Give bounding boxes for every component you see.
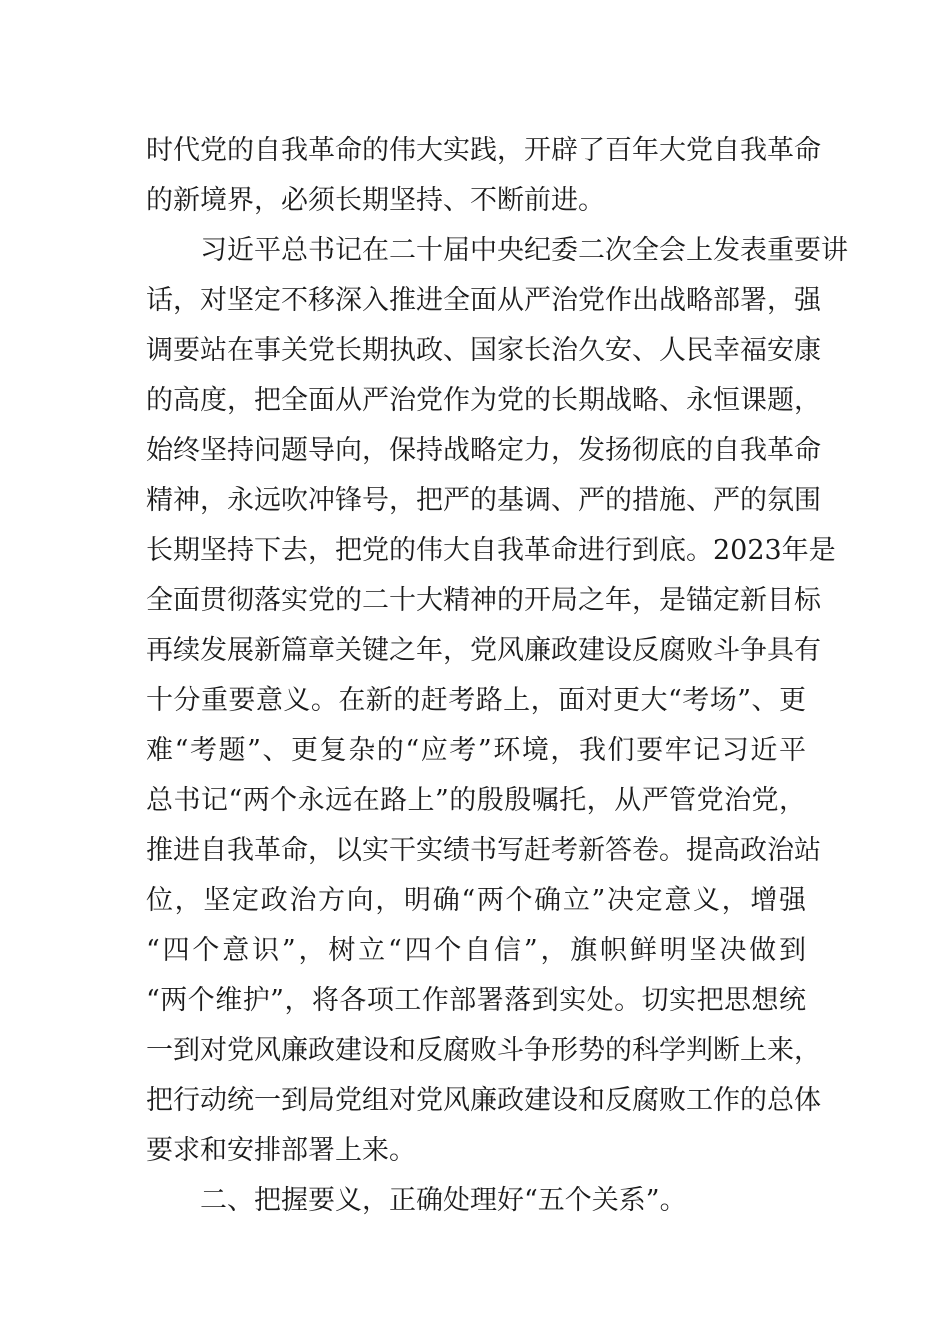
paragraph-line: 全面贯彻落实党的二十大精神的开局之年，是锚定新目标 [146, 585, 821, 616]
section-heading: 二、把握要义，正确处理好“五个关系”。 [146, 1185, 687, 1216]
paragraph-line: 话，对坚定不移深入推进全面从严治党作出战略部署，强 [146, 285, 821, 316]
paragraph-line: 长期坚持下去，把党的伟大自我革命进行到底。2023年是 [146, 535, 836, 566]
paragraph-line: 一到对党风廉政建设和反腐败斗争形势的科学判断上来， [146, 1035, 821, 1066]
paragraph-line: 把行动统一到局党组对党风廉政建设和反腐败工作的总体 [146, 1085, 821, 1116]
paragraph-line: 习近平总书记在二十届中央纪委二次全会上发表重要讲 [146, 235, 848, 266]
paragraph-line: 始终坚持问题导向，保持战略定力，发扬彻底的自我革命 [146, 435, 821, 466]
paragraph-line: 推进自我革命，以实干实绩书写赶考新答卷。提高政治站 [146, 835, 821, 866]
paragraph-line: 位，坚定政治方向，明确“两个确立”决定意义，增强 [146, 885, 806, 916]
paragraph-line: “四个意识”，树立“四个自信”，旗帜鲜明坚决做到 [146, 935, 806, 966]
paragraph-line: 难“考题”、更复杂的“应考”环境，我们要牢记习近平 [146, 735, 806, 766]
paragraph-line: 的新境界，必须长期坚持、不断前进。 [146, 185, 605, 216]
paragraph-line: 总书记“两个永远在路上”的殷殷嘱托，从严管党治党， [146, 785, 806, 816]
paragraph-line: 精神，永远吹冲锋号，把严的基调、严的措施、严的氛围 [146, 485, 821, 516]
paragraph-line: “两个维护”，将各项工作部署落到实处。切实把思想统 [146, 985, 806, 1016]
paragraph-line: 再续发展新篇章关键之年，党风廉政建设反腐败斗争具有 [146, 635, 821, 666]
paragraph-line: 十分重要意义。在新的赶考路上，面对更大“考场”、更 [146, 685, 806, 716]
paragraph-line: 要求和安排部署上来。 [146, 1135, 416, 1166]
paragraph-line: 调要站在事关党长期执政、国家长治久安、人民幸福安康 [146, 335, 821, 366]
paragraph-line: 时代党的自我革命的伟大实践，开辟了百年大党自我革命 [146, 135, 821, 166]
paragraph-line: 的高度，把全面从严治党作为党的长期战略、永恒课题， [146, 385, 821, 416]
